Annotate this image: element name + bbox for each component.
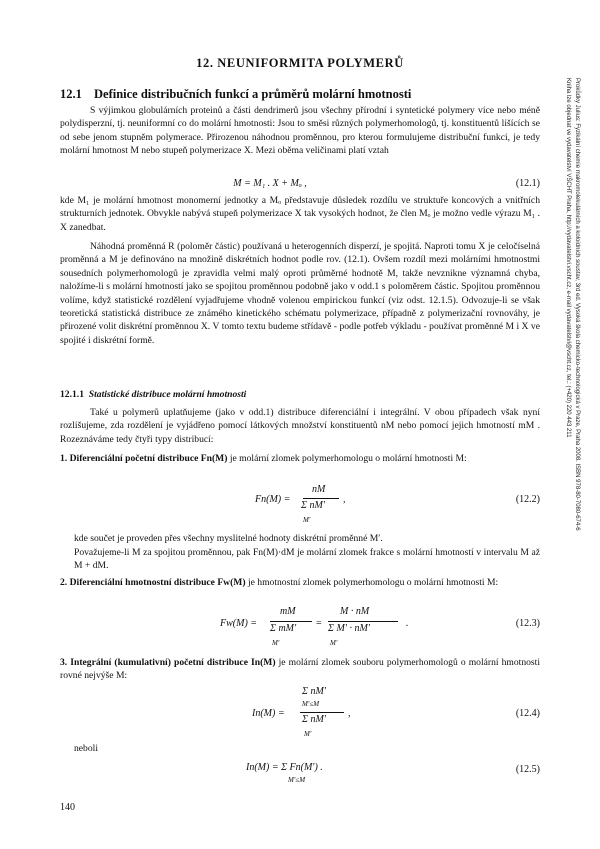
eq2-sum-index: M′ bbox=[303, 516, 311, 524]
paragraph-continuous-note: Považujeme-li M za spojitou proměnnou, pak Fn(M)·dM je molární zlomek frakce s molární hmotností v intervalu M až M + dM. bbox=[74, 547, 540, 572]
equation-number: (12.1) bbox=[515, 178, 540, 189]
paragraph-3: Náhodná proměnná R (poloměr částic) používaná u heterogenních disperzí, je spojitá. Naproti tomu X je celočíselná proměnná a M je definováno na množině diskrétních hodnot podle rov. (12.1). Ovšem rozdíl mezi molárními hmotnostmi sousedních polymerhomologů je zpravidla velmi malý oproti průměrné hodnotě M, takže nevzniknе významná chyba, naložíme-li s molární hmotností jako se spojitou proměnnou podobně jako v odd.1 s poloměrem částic. Spojitou proměnnou volíme, když statistické rozdělení vyjadřujeme vhodně volenou empirickou funkcí (viz odst. 12.1.5). Odvozuje-li se však teoretická statistická distribuce ze známého kinetického schématu polymerizace, případně z polymerizační rovnováhy, je přirozené volit diskrétní proměnnou X. V tomto textu budeme střídavě - podle potřeb výkladu - používat proměnné M i X ve spojité i diskrétní formě. bbox=[60, 241, 540, 346]
equation-12-5 bbox=[246, 762, 386, 792]
paragraph-2: kde M₁ je molární hmotnost monomerní jednotky a Mₒ představuje důsledek rozdílu ve struktuře koncových a vnitřních strukturních jednotek. Obvykle nabývá stupeň polymerizace X tak vysokých hodnot, že člen Mₒ je možno vedle výrazu M₁ . X zanedbat. bbox=[60, 195, 540, 233]
paragraph-4: Také u polymerů uplatňujeme (jako v odd.1) distribuce diferenciální i integrální. V obou případech však nyní rozlišujeme, zda rozdělení je vyjádřeno pomocí látkových množství konstituentů nM nebo pomocí jejich hmotností mM . Rozeznáváme tedy čtyři typy distribucí: bbox=[60, 407, 540, 445]
citation-sidebar bbox=[557, 78, 581, 598]
fraction-bar bbox=[300, 712, 344, 713]
equation-12-1 bbox=[60, 178, 540, 194]
eq3-numerator-1: mM bbox=[280, 606, 296, 617]
eq3-tail: . bbox=[406, 618, 409, 629]
chapter-title: 12. NEUNIFORMITA POLYMERŮ bbox=[196, 56, 404, 70]
item-1-text: je molární zlomek polymerhomologu o molární hmotnosti M: bbox=[227, 453, 467, 464]
citation-rotated-text bbox=[563, 78, 581, 598]
item-1 bbox=[60, 452, 540, 465]
fraction-bar bbox=[270, 621, 312, 622]
eq2-numerator: nM bbox=[312, 484, 326, 495]
eq3-denominator-1: Σ mM′ bbox=[270, 623, 297, 634]
section-title-text: Definice distribučních funkcí a průměrů molární hmotnosti bbox=[94, 87, 412, 101]
eq5-sum-index: M′≤M bbox=[288, 776, 306, 784]
section-title bbox=[60, 87, 411, 102]
equation-12-3 bbox=[220, 606, 430, 650]
item-2-lead: 2. Diferenciální hmotnostní distribuce Fw(M) bbox=[60, 577, 246, 588]
eq3-lhs: Fw(M) = bbox=[220, 618, 258, 629]
fraction-bar bbox=[328, 621, 398, 622]
fraction-bar bbox=[303, 498, 339, 499]
paragraph-after-12-2: kde součet je proveden přes všechny myslitelné hodnoty diskrétní proměnné M′. bbox=[74, 533, 383, 544]
citation-line-2: Kniha lze objednat ve vydavatelství VŠCHT Praha, http://vydavatelstvi.vscht.cz, e-mail vydavatelstvi@vscht.cz, tel.: (+420) 220 443 211 bbox=[565, 78, 571, 438]
subsection-number: 12.1.1 bbox=[60, 389, 84, 400]
equation-12-4 bbox=[252, 686, 372, 748]
eq2-lhs: Fn(M) = bbox=[255, 494, 291, 505]
eq4-tail: , bbox=[348, 708, 351, 719]
section-number: 12.1 bbox=[60, 87, 82, 101]
item-3-lead: 3. Integrální (kumulativní) početní distribuce In(M) bbox=[60, 657, 276, 668]
eq2-denominator: Σ nM′ bbox=[301, 500, 325, 511]
item-3 bbox=[60, 656, 540, 683]
subsection-title-text: Statistické distribuce molární hmotnosti bbox=[88, 389, 247, 400]
eq4-denominator: Σ nM′ bbox=[302, 714, 326, 725]
eq4-numerator-index: M′≤M bbox=[302, 700, 320, 708]
paragraph-1: S výjimkou globulárních proteinů a části dendrimerů jsou všechny přírodní i syntetické polymery více nebo méně polydisperzní, tj. neuniformní co do molární hmotnosti: Jsou to směsi různých polymerhomologů, tj. konstituentů lišících se od sebe jenom stupněm polymerace. Přirozenou náhodnou proměnnou, pro kterou formulujeme distribuční funkci, je tedy molární hmotnost M nebo stupeň polymerizace X. Mezi oběma veličinami platí vztah bbox=[60, 105, 540, 157]
neboli-text: neboli bbox=[74, 743, 98, 754]
item-3-text: je molární zlomek souboru polymerhomologů o molární hmotnosti rovné nejvýše M: bbox=[60, 657, 540, 682]
eq4-numerator: Σ nM′ bbox=[302, 686, 326, 697]
item-1-lead: 1. Diferenciální početní distribuce Fn(M) bbox=[60, 453, 228, 464]
equation-body: M = M₁ . X + Mₒ , bbox=[233, 178, 307, 189]
citation-line-1: Prokůdky Julius: Fyzikální chemie makromolekulárních a koloidních soustav, 3rd ed. Vysoká škola chemicko-technologická v Praze, Praha 2008. ISBN 978-80-7080-674-6 bbox=[574, 78, 580, 531]
eq3-numerator-2: M · nM bbox=[340, 606, 370, 617]
subsection-title bbox=[60, 389, 246, 400]
eq2-tail: , bbox=[343, 494, 346, 505]
equation-number-12-2: (12.2) bbox=[515, 494, 540, 505]
item-2 bbox=[60, 576, 540, 589]
eq3-sum-index-2: M′ bbox=[330, 639, 338, 647]
page-number: 140 bbox=[60, 802, 75, 813]
eq4-denominator-index: M′ bbox=[304, 730, 312, 738]
item-2-text: je hmotnostní zlomek polymerhomologu o molární hmotnosti M: bbox=[245, 577, 499, 588]
equation-number-12-3: (12.3) bbox=[515, 618, 540, 629]
equals-sign: = bbox=[316, 618, 322, 629]
eq3-sum-index-1: M′ bbox=[272, 639, 280, 647]
eq3-denominator-2: Σ M′ · nM′ bbox=[328, 623, 370, 634]
eq5-body: In(M) = Σ Fn(M′) . bbox=[246, 762, 323, 773]
equation-12-2 bbox=[255, 484, 355, 528]
equation-number-12-4: (12.4) bbox=[515, 708, 540, 719]
equation-number-12-5: (12.5) bbox=[515, 764, 540, 775]
eq4-lhs: In(M) = bbox=[252, 708, 285, 719]
